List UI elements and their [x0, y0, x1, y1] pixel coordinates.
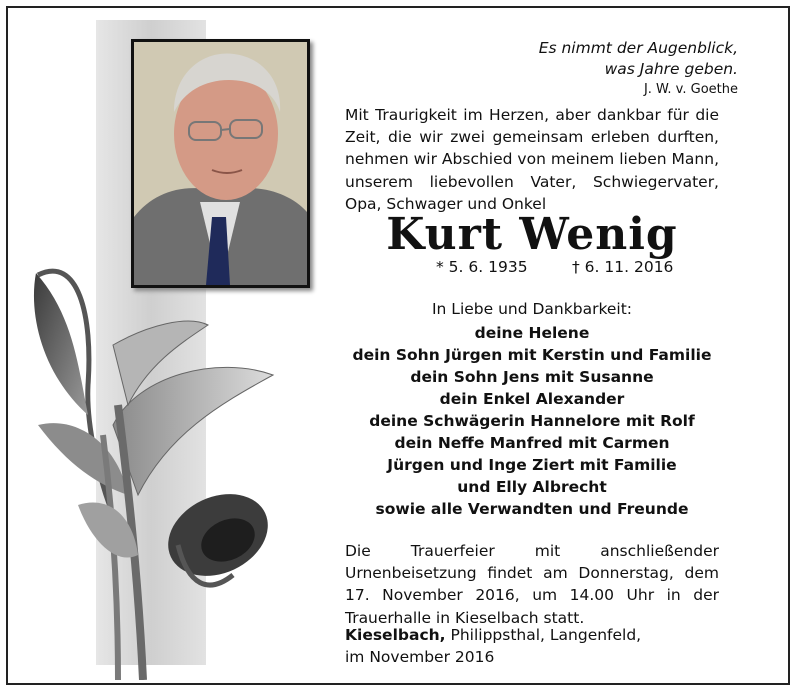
quote-line-1: Es nimmt der Augenblick, — [538, 39, 738, 57]
notice-date: im November 2016 — [345, 648, 495, 666]
birth-date: * 5. 6. 1935 — [436, 258, 528, 276]
mourner-line: dein Sohn Jürgen mit Kerstin und Familie — [352, 346, 712, 364]
mourner-line: dein Neffe Manfred mit Carmen — [394, 434, 670, 452]
mourner-line: sowie alle Verwandten und Freunde — [375, 500, 689, 518]
intro-text: Mit Traurigkeit im Herzen, aber dankbar für die Zeit, die wir zwei gemeinsam erleben durften, nehmen wir Abschied von meinem lieben Mann, unserem liebevollen Vater, Schwiegervater, Opa, Schwager und Onkel — [345, 106, 719, 213]
mourner-line: deine Schwägerin Hannelore mit Rolf — [369, 412, 695, 430]
mourner-line: dein Enkel Alexander — [439, 390, 625, 408]
deceased-name: Kurt Wenig — [386, 209, 678, 260]
place-others: Philippsthal, Langenfeld, — [445, 626, 642, 644]
mourner-line: und Elly Albrecht — [457, 478, 607, 496]
mourner-line: deine Helene — [474, 324, 590, 342]
closing-line: In Liebe und Dankbarkeit: — [431, 300, 633, 318]
portrait-image — [134, 42, 307, 285]
portrait-photo — [131, 39, 310, 288]
place-block — [345, 624, 719, 668]
mourner-line: dein Sohn Jens mit Susanne — [410, 368, 654, 386]
place-main: Kieselbach, — [345, 626, 446, 644]
death-date: † 6. 11. 2016 — [572, 258, 674, 276]
quote-line-2: was Jahre geben. — [604, 60, 738, 78]
funeral-notice: Die Trauerfeier mit anschließender Urnenbeisetzung findet am Donnerstag, dem 17. November 2016, um 14.00 Uhr in der Trauerhalle in Kieselbach statt. — [345, 542, 719, 627]
calla-lily-image — [18, 255, 288, 680]
quote-author: J. W. v. Goethe — [643, 82, 738, 97]
mourner-line: Jürgen und Inge Ziert mit Familie — [387, 456, 677, 474]
